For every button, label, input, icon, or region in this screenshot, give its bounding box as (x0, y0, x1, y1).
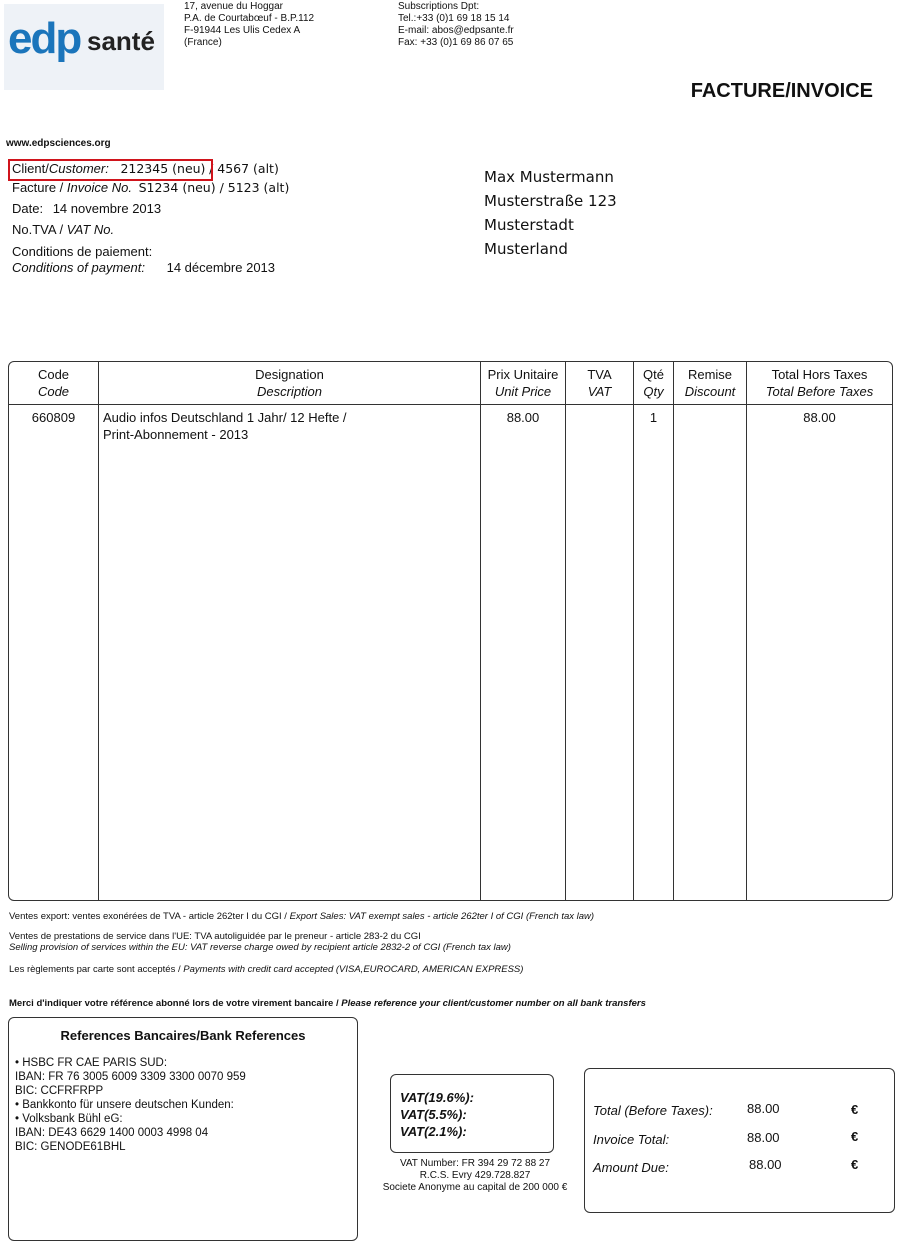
bank-line: • Volksbank Bühl eG: (15, 1113, 123, 1125)
website: www.edpsciences.org (6, 138, 111, 149)
bank-line: IBAN: DE43 6629 1400 0003 4998 04 (15, 1127, 209, 1139)
registration-line: Societe Anonyme au capital de 200 000 € (382, 1182, 568, 1193)
bank-line: BIC: CCFRFRPP (15, 1085, 104, 1097)
vat-rate-line: VAT(19.6%): (400, 1090, 474, 1105)
col-header-total: Total Hors Taxes Total Before Taxes (746, 362, 892, 405)
recipient-line: Max Mustermann (484, 168, 614, 186)
currency-symbol: € (851, 1102, 859, 1117)
cell-description: Audio infos Deutschland 1 Jahr/ 12 Hefte / Print-Abonnement - 2013 (98, 405, 480, 900)
total-label: Invoice Total: (593, 1132, 670, 1147)
vat-rates-box (390, 1074, 554, 1153)
table-row (9, 405, 892, 900)
cell-vat (565, 405, 633, 900)
conditions-fr: Conditions de paiement: (12, 244, 153, 259)
client-number: 212345 (neu) (120, 161, 206, 176)
registration-line: VAT Number: FR 394 29 72 88 27 (399, 1158, 551, 1169)
company-registration (360, 1158, 590, 1194)
col-header-code: Code Code (9, 362, 98, 405)
conditions-en: Conditions of payment: (12, 260, 145, 275)
bank-references-box (8, 1017, 358, 1241)
client-label-en: Customer: (48, 161, 109, 176)
contact-line: E-mail: abos@edpsante.fr (398, 25, 514, 36)
bank-lines (15, 1056, 246, 1154)
recipient-line: Musterstraße 123 (484, 192, 617, 210)
conditions-row (12, 260, 289, 276)
vat-rate-line: VAT(2.1%): (400, 1124, 467, 1139)
client-label-fr: Client/ (12, 161, 49, 176)
address-line: (France) (184, 37, 222, 48)
cell-code: 660809 (31, 410, 76, 425)
currency-symbol: € (851, 1129, 859, 1144)
date-label: Date: (12, 201, 44, 216)
note-eu-services: Ventes de prestations de service dans l'UE: TVA autoliguidée par le preneur - article 283-2 du CGI (9, 931, 421, 942)
address-line: 17, avenue du Hoggar (184, 1, 283, 12)
logo-word: santé (87, 26, 155, 56)
col-header-unit-price: Prix Unitaire Unit Price (480, 362, 565, 405)
col-header-vat: TVA VAT (565, 362, 633, 405)
client-number-old: / 4567 (alt) (209, 161, 279, 176)
vat-number-row (12, 222, 289, 244)
company-address (184, 1, 314, 49)
total-value: 88.00 (747, 1130, 780, 1145)
currency-symbol: € (851, 1157, 859, 1172)
bank-line: • HSBC FR CAE PARIS SUD: (15, 1057, 168, 1069)
bank-line: IBAN: FR 76 3005 6009 3309 3300 0070 959 (15, 1071, 246, 1083)
client-highlight (8, 159, 213, 181)
note-bank-reference: Merci d'indiquer votre référence abonné lors de votre virement bancaire / Please reference your client/customer number on all bank transfers (9, 998, 646, 1009)
totals-box (584, 1068, 895, 1213)
contact-line: Subscriptions Dpt: (398, 1, 480, 12)
registration-line: R.C.S. Evry 429.728.827 (419, 1170, 531, 1181)
invoice-row (12, 180, 289, 201)
bank-line: BIC: GENODE61BHL (15, 1141, 126, 1153)
conditions-value: 14 décembre 2013 (166, 260, 276, 275)
recipient-line: Musterstadt (484, 216, 574, 234)
recipient-line: Musterland (484, 240, 568, 258)
recipient-address (484, 165, 617, 261)
bank-title: References Bancaires/Bank References (60, 1028, 306, 1043)
invoice-number: S1234 (neu) / 5123 (alt) (138, 180, 290, 195)
subscriptions-contact (398, 1, 514, 49)
note-cards: Les règlements par carte sont acceptés / Payments with credit card accepted (VISA,EUROCARD, AMERICAN EXPRESS) (9, 964, 524, 975)
vat-label-en: VAT No. (66, 222, 115, 237)
company-logo (4, 4, 164, 90)
total-value: 88.00 (747, 1101, 780, 1116)
client-row (12, 161, 289, 180)
items-table (8, 361, 893, 901)
invoice-label-en: Invoice No. (66, 180, 132, 195)
vat-rate-line: VAT(5.5%): (400, 1107, 467, 1122)
date-row (12, 201, 289, 222)
col-header-description: Designation Description (98, 362, 480, 405)
address-line: P.A. de Courtabœuf - B.P.112 (184, 13, 315, 24)
date-value: 14 novembre 2013 (52, 201, 162, 216)
address-line: F-91944 Les Ulis Cedex A (184, 25, 301, 36)
cell-discount (673, 405, 746, 900)
cell-total: 88.00 (746, 405, 892, 900)
col-header-discount: Remise Discount (673, 362, 746, 405)
total-value: 88.00 (749, 1157, 782, 1172)
cell-qty: 1 (633, 405, 673, 900)
note-eu-services-en: Selling provision of services within the EU: VAT reverse charge owed by recipient article 2832-2 of CGI (French tax law) (9, 942, 511, 953)
logo-mark: edp (8, 14, 81, 63)
cell-unit-price: 88.00 (480, 405, 565, 900)
total-label: Amount Due: (593, 1160, 669, 1175)
vat-label-fr: No.TVA / (12, 222, 67, 237)
bank-line: • Bankkonto für unsere deutschen Kunden: (15, 1099, 234, 1111)
table-header-row (9, 362, 892, 405)
invoice-label-fr: Facture / (12, 180, 67, 195)
invoice-meta (12, 161, 289, 276)
col-header-qty: Qté Qty (633, 362, 673, 405)
note-export: Ventes export: ventes exonérées de TVA - article 262ter I du CGI / Export Sales: VAT exempt sales - article 262ter I of CGI (French tax law) (9, 911, 595, 922)
total-label: Total (Before Taxes): (593, 1103, 713, 1118)
contact-line: Fax: +33 (0)1 69 86 07 65 (398, 37, 514, 48)
contact-line: Tel.:+33 (0)1 69 18 15 14 (398, 13, 510, 24)
document-title: FACTURE/INVOICE (690, 80, 873, 102)
